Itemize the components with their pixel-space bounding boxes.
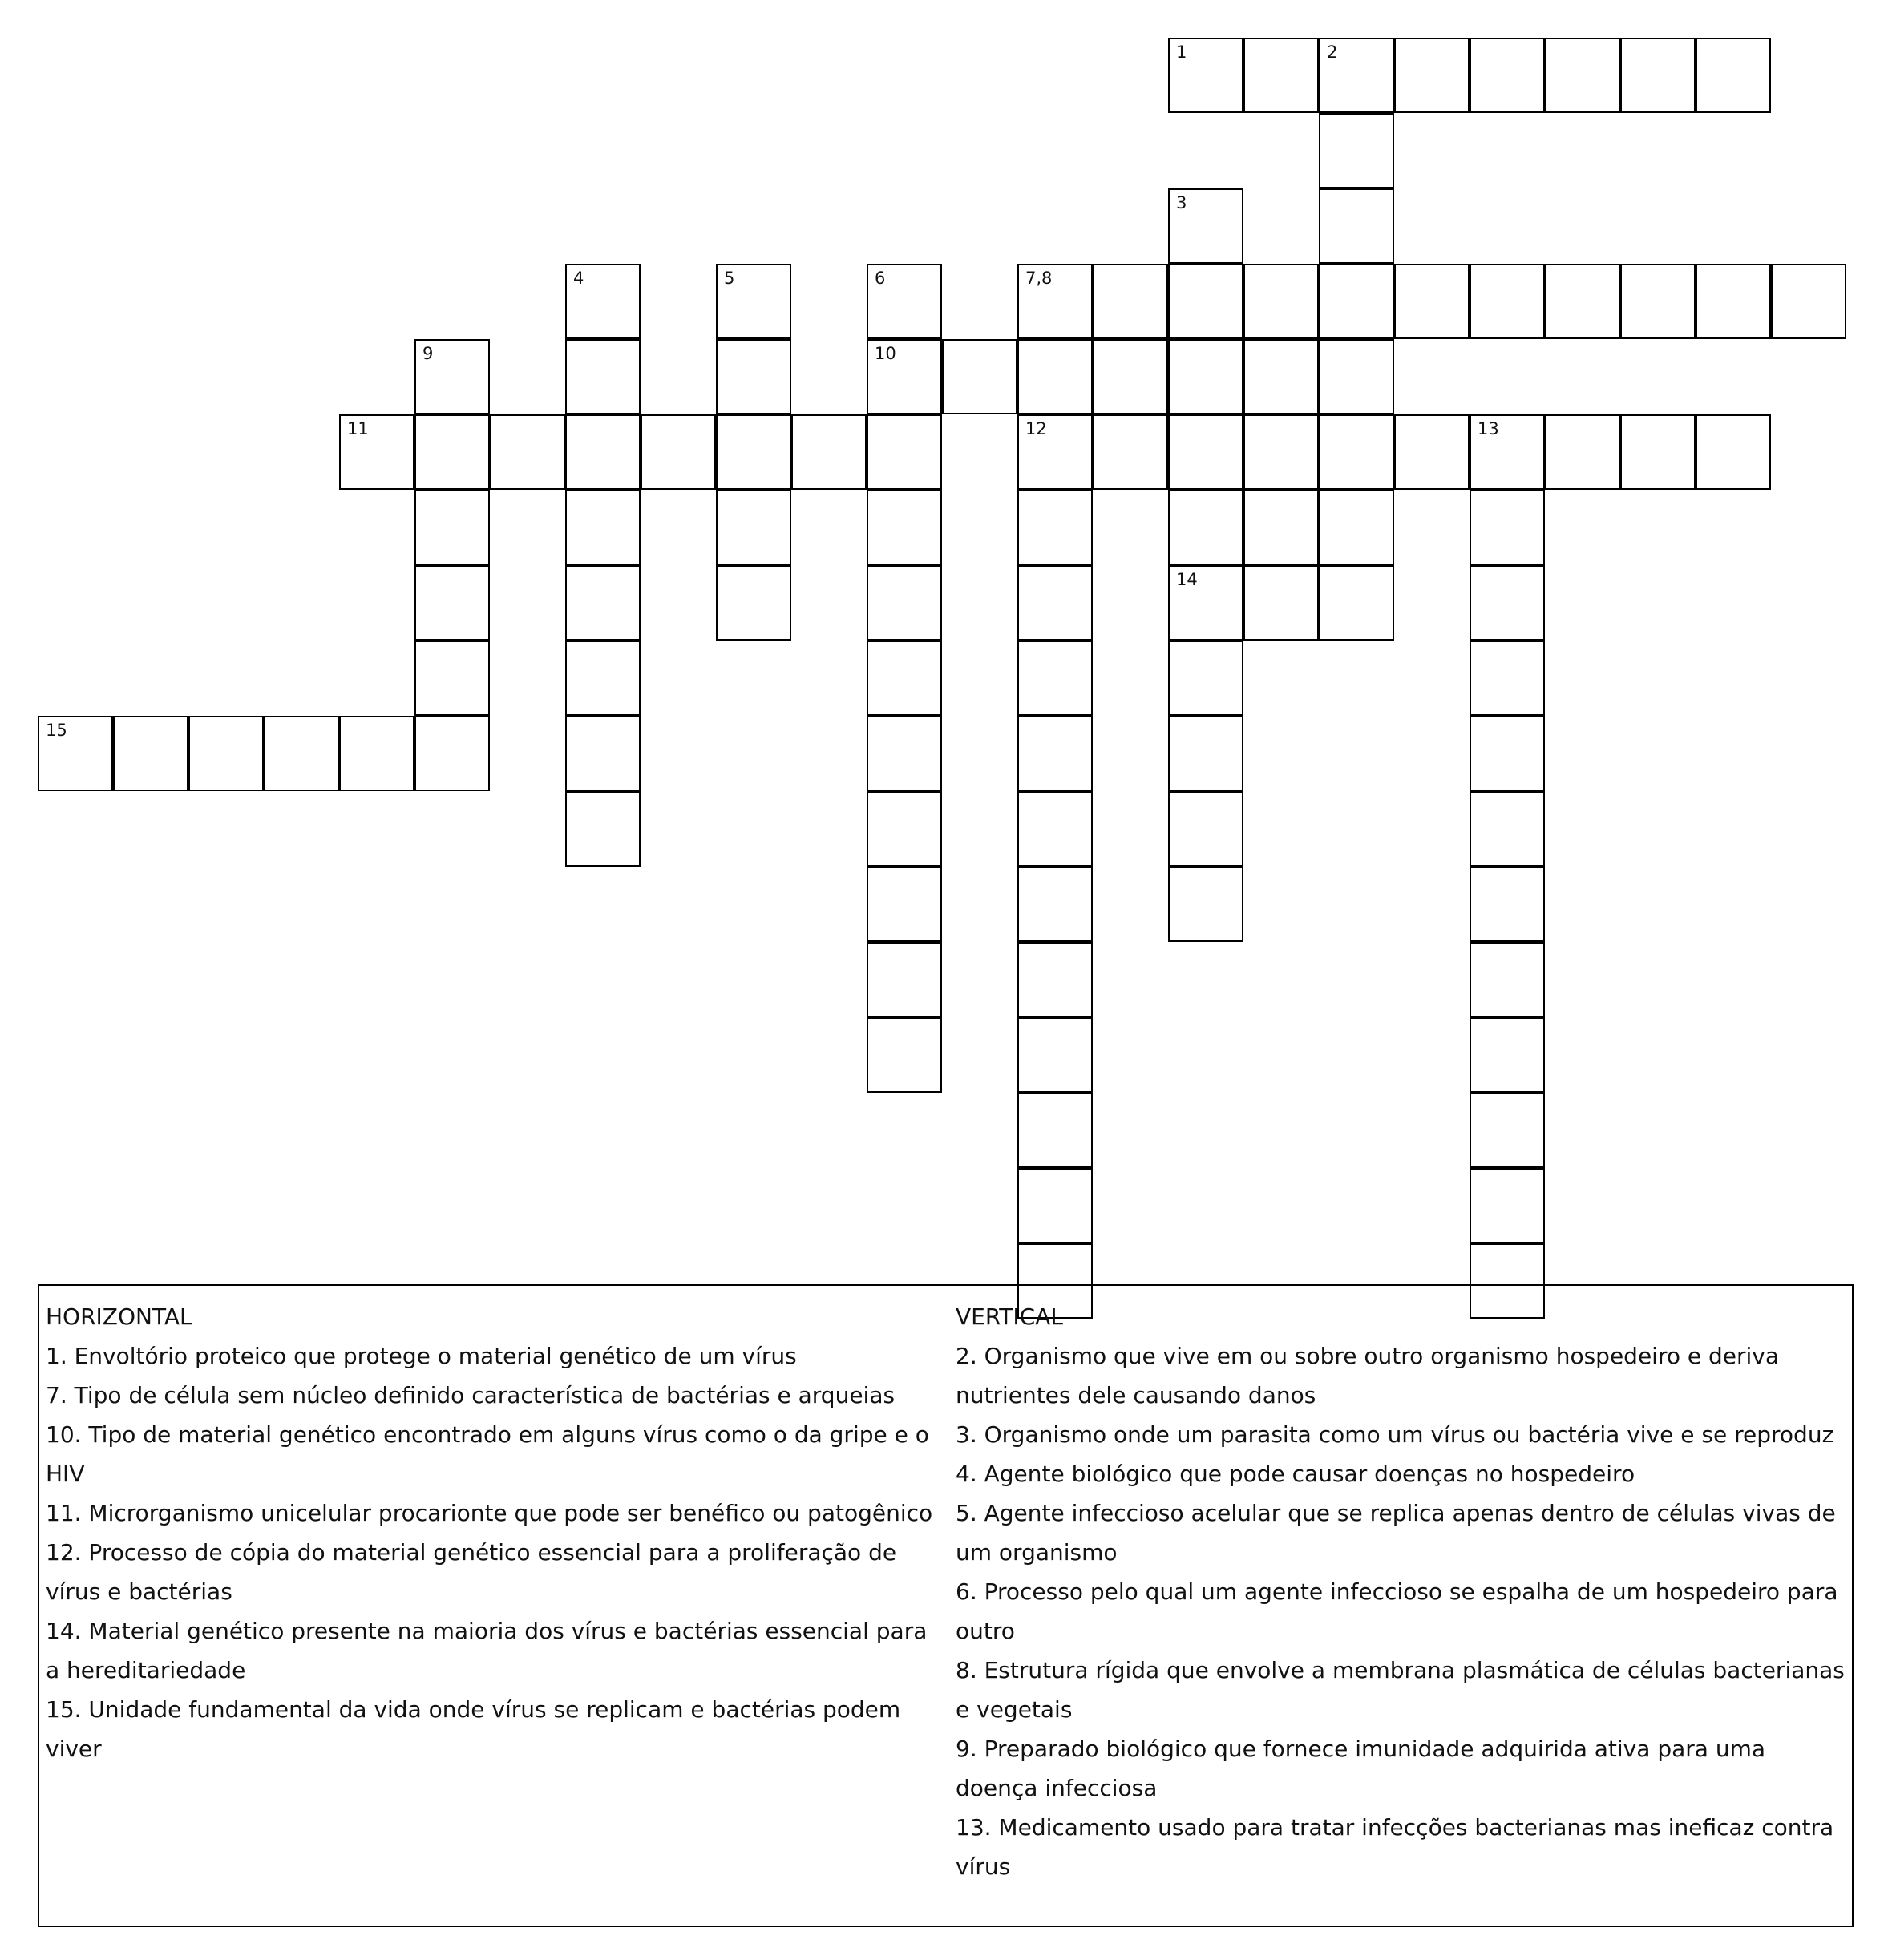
- crossword-cell[interactable]: [791, 414, 867, 490]
- crossword-cell[interactable]: [1017, 1017, 1093, 1093]
- crossword-cell[interactable]: [490, 414, 565, 490]
- clue-h-15: 15. Unidade fundamental da vida onde vírus se replicam e bactérias podem viver: [46, 1696, 901, 1762]
- crossword-cell[interactable]: [1319, 565, 1394, 641]
- clue-number: 5: [724, 269, 735, 288]
- crossword-cell[interactable]: [1168, 565, 1243, 641]
- clue-v-9: 9. Preparado biológico que fornece imunidade adquirida ativa para uma doença infecciosa: [956, 1736, 1765, 1801]
- crossword-cell[interactable]: [1470, 942, 1545, 1017]
- crossword-cell[interactable]: [867, 264, 942, 339]
- crossword-cell[interactable]: [1470, 264, 1545, 339]
- crossword-cell[interactable]: [867, 1017, 942, 1093]
- clue-number: 1: [1176, 42, 1187, 62]
- crossword-cell[interactable]: [1620, 414, 1696, 490]
- clue-v-3: 3. Organismo onde um parasita como um vírus ou bactéria vive e se reproduz: [956, 1421, 1834, 1448]
- crossword-cell[interactable]: [1545, 264, 1620, 339]
- crossword-cell[interactable]: [1168, 641, 1243, 716]
- vertical-clues: [956, 1297, 1846, 1886]
- crossword-cell[interactable]: [565, 791, 641, 867]
- crossword-cell[interactable]: [565, 264, 641, 339]
- crossword-cell[interactable]: [1620, 38, 1696, 113]
- clue-number: 7,8: [1025, 269, 1053, 288]
- clue-number: 9: [422, 344, 434, 363]
- crossword-cell[interactable]: [1545, 414, 1620, 490]
- crossword-cell[interactable]: [1017, 414, 1093, 490]
- crossword-cell[interactable]: [1319, 490, 1394, 565]
- crossword-cell[interactable]: [867, 716, 942, 791]
- crossword-cell[interactable]: [565, 339, 641, 414]
- crossword-cell[interactable]: [1470, 490, 1545, 565]
- crossword-cell[interactable]: [1470, 791, 1545, 867]
- crossword-cell[interactable]: [1168, 414, 1243, 490]
- crossword-cell[interactable]: [1470, 1017, 1545, 1093]
- crossword-cell[interactable]: [1243, 414, 1319, 490]
- crossword-cell[interactable]: [1319, 339, 1394, 414]
- clue-h-12: 12. Processo de cópia do material genético essencial para a proliferação de vírus e bactérias: [46, 1539, 897, 1605]
- crossword-cell[interactable]: [1243, 264, 1319, 339]
- crossword-cell[interactable]: [339, 414, 414, 490]
- crossword-cell[interactable]: [1017, 791, 1093, 867]
- crossword-cell[interactable]: [1470, 565, 1545, 641]
- crossword-cell[interactable]: [414, 414, 490, 490]
- crossword-cell[interactable]: [1394, 264, 1470, 339]
- crossword-cell[interactable]: [1394, 414, 1470, 490]
- clue-number: 15: [46, 721, 67, 740]
- crossword-cell[interactable]: [414, 716, 490, 791]
- crossword-cell[interactable]: [1017, 641, 1093, 716]
- crossword-cell[interactable]: [1319, 188, 1394, 264]
- crossword-cell[interactable]: [1168, 867, 1243, 942]
- crossword-cell[interactable]: [1470, 1168, 1545, 1243]
- crossword-cell[interactable]: [716, 339, 791, 414]
- crossword-cell[interactable]: [867, 339, 942, 414]
- crossword-cell[interactable]: [1168, 716, 1243, 791]
- crossword-cell[interactable]: [1168, 339, 1243, 414]
- crossword-cell[interactable]: [867, 490, 942, 565]
- crossword-cell[interactable]: [1243, 565, 1319, 641]
- crossword-cell[interactable]: [565, 414, 641, 490]
- clue-h-14: 14. Material genético presente na maioria dos vírus e bactérias essencial para a hereditariedade: [46, 1618, 928, 1683]
- crossword-cell[interactable]: [1168, 490, 1243, 565]
- crossword-cell[interactable]: [1319, 113, 1394, 188]
- crossword-cell[interactable]: [1470, 641, 1545, 716]
- crossword-cell[interactable]: [1017, 490, 1093, 565]
- crossword-cell[interactable]: [414, 565, 490, 641]
- crossword-cell[interactable]: [1394, 38, 1470, 113]
- clue-v-13: 13. Medicamento usado para tratar infecções bacterianas mas ineficaz contra vírus: [956, 1814, 1834, 1880]
- crossword-cell[interactable]: [867, 867, 942, 942]
- crossword-cell[interactable]: [1017, 1093, 1093, 1168]
- crossword-cell[interactable]: [1319, 264, 1394, 339]
- horizontal-heading: HORIZONTAL: [46, 1303, 192, 1330]
- crossword-cell[interactable]: [1017, 1168, 1093, 1243]
- crossword-cell[interactable]: [565, 716, 641, 791]
- crossword-cell[interactable]: [1017, 716, 1093, 791]
- crossword-cell[interactable]: [867, 641, 942, 716]
- clue-h-11: 11. Microrganismo unicelular procarionte que pode ser benéfico ou patogênico: [46, 1500, 933, 1526]
- crossword-cell[interactable]: [942, 339, 1017, 414]
- crossword-cell[interactable]: [188, 716, 264, 791]
- crossword-cell[interactable]: [113, 716, 188, 791]
- clues-panel: [38, 1284, 1854, 1927]
- crossword-cell[interactable]: [1696, 414, 1771, 490]
- crossword-cell[interactable]: [1470, 716, 1545, 791]
- crossword-cell[interactable]: [1243, 339, 1319, 414]
- crossword-cell[interactable]: [716, 414, 791, 490]
- crossword-cell[interactable]: [1319, 38, 1394, 113]
- crossword-cell[interactable]: [867, 565, 942, 641]
- crossword-cell[interactable]: [1017, 565, 1093, 641]
- clue-number: 11: [347, 419, 369, 438]
- crossword-cell[interactable]: [414, 490, 490, 565]
- crossword-cell[interactable]: [414, 641, 490, 716]
- crossword-cell[interactable]: [1545, 38, 1620, 113]
- clue-number: 12: [1025, 419, 1047, 438]
- crossword-cell[interactable]: [339, 716, 414, 791]
- crossword-cell[interactable]: [1470, 867, 1545, 942]
- crossword-cell[interactable]: [38, 716, 113, 791]
- crossword-cell[interactable]: [1017, 867, 1093, 942]
- clue-v-5: 5. Agente infeccioso acelular que se replica apenas dentro de células vivas de um organismo: [956, 1500, 1836, 1566]
- crossword-cell[interactable]: [1470, 414, 1545, 490]
- crossword-cell[interactable]: [1771, 264, 1846, 339]
- clue-h-1: 1. Envoltório proteico que protege o material genético de um vírus: [46, 1343, 797, 1369]
- crossword-cell[interactable]: [716, 490, 791, 565]
- crossword-cell[interactable]: [1093, 339, 1168, 414]
- crossword-cell[interactable]: [867, 942, 942, 1017]
- clue-number: 14: [1176, 570, 1198, 589]
- crossword-cell[interactable]: [1470, 38, 1545, 113]
- crossword-cell[interactable]: [1017, 264, 1093, 339]
- clue-v-4: 4. Agente biológico que pode causar doenças no hospedeiro: [956, 1461, 1635, 1487]
- crossword-cell[interactable]: [565, 490, 641, 565]
- crossword-cell[interactable]: [716, 264, 791, 339]
- clue-number: 13: [1478, 419, 1499, 438]
- crossword-cell[interactable]: [1620, 264, 1696, 339]
- crossword-cell[interactable]: [1093, 264, 1168, 339]
- clue-number: 2: [1327, 42, 1338, 62]
- crossword-cell[interactable]: [1017, 942, 1093, 1017]
- clue-h-10: 10. Tipo de material genético encontrado em alguns vírus como o da gripe e o HIV: [46, 1421, 929, 1487]
- vertical-heading: VERTICAL: [956, 1303, 1063, 1330]
- crossword-cell[interactable]: [867, 414, 942, 490]
- crossword-cell[interactable]: [565, 641, 641, 716]
- crossword-cell[interactable]: [1243, 490, 1319, 565]
- crossword-cell[interactable]: [1093, 414, 1168, 490]
- crossword-cell[interactable]: [1168, 264, 1243, 339]
- clue-v-6: 6. Processo pelo qual um agente infeccioso se espalha de um hospedeiro para outro: [956, 1578, 1838, 1644]
- crossword-cell[interactable]: [565, 565, 641, 641]
- crossword-cell[interactable]: [1319, 414, 1394, 490]
- crossword-cell[interactable]: [716, 565, 791, 641]
- crossword-cell[interactable]: [1243, 38, 1319, 113]
- crossword-cell[interactable]: [867, 791, 942, 867]
- clue-number: 6: [875, 269, 886, 288]
- clue-number: 3: [1176, 193, 1187, 212]
- crossword-cell[interactable]: [1696, 264, 1771, 339]
- clue-number: 10: [875, 344, 896, 363]
- crossword-cell[interactable]: [1168, 188, 1243, 264]
- crossword-cell[interactable]: [1470, 1093, 1545, 1168]
- crossword-cell[interactable]: [264, 716, 339, 791]
- horizontal-clues: [46, 1297, 944, 1768]
- crossword-cell[interactable]: [1168, 38, 1243, 113]
- crossword-cell[interactable]: [641, 414, 716, 490]
- clue-h-7: 7. Tipo de célula sem núcleo definido característica de bactérias e arqueias: [46, 1382, 896, 1408]
- crossword-cell[interactable]: [1696, 38, 1771, 113]
- clue-number: 4: [573, 269, 584, 288]
- crossword-cell[interactable]: [1017, 339, 1093, 414]
- clue-v-2: 2. Organismo que vive em ou sobre outro organismo hospedeiro e deriva nutrientes dele causando danos: [956, 1343, 1780, 1408]
- crossword-cell[interactable]: [1168, 791, 1243, 867]
- crossword-cell[interactable]: [414, 339, 490, 414]
- clue-v-8: 8. Estrutura rígida que envolve a membrana plasmática de células bacterianas e vegetais: [956, 1657, 1845, 1723]
